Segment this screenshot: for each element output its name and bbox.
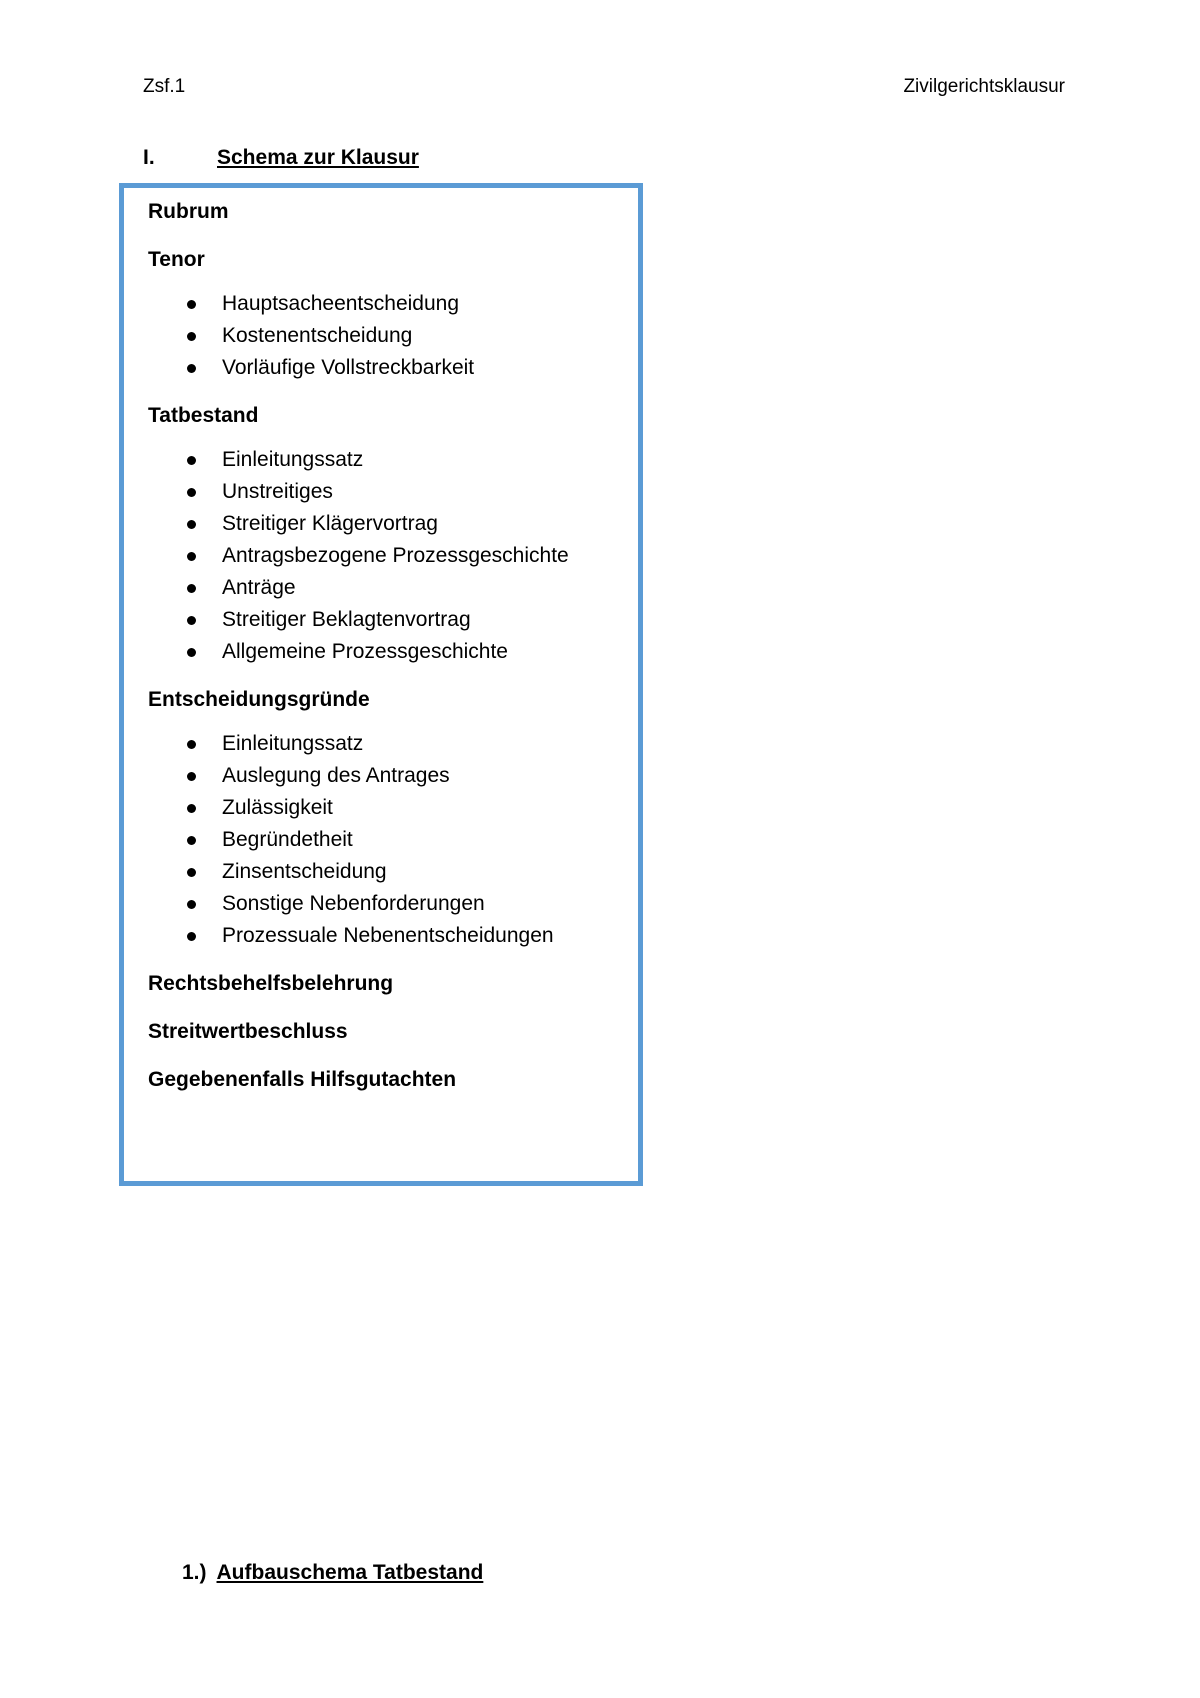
list-item-label: Hauptsacheentscheidung <box>222 292 460 315</box>
list-item-label: Zulässigkeit <box>222 796 333 819</box>
subsection-title: Aufbauschema Tatbestand <box>216 1561 484 1584</box>
tatbestand-list <box>148 444 628 668</box>
page-header-left: Zsf.1 <box>143 76 186 97</box>
list-item <box>148 476 628 508</box>
group-title-entscheidungsgruende: Entscheidungsgründe <box>148 688 370 711</box>
list-item-label: Kostenentscheidung <box>222 324 413 347</box>
list-item <box>148 288 628 320</box>
list-item-label: Unstreitiges <box>222 480 333 503</box>
list-item <box>148 320 628 352</box>
list-item <box>148 824 628 856</box>
list-item <box>148 540 628 572</box>
list-item-label: Streitiger Klägervortrag <box>222 512 438 535</box>
group-title-rubrum: Rubrum <box>148 200 229 223</box>
list-item <box>148 604 628 636</box>
bullet-icon <box>187 456 196 465</box>
list-item <box>148 728 628 760</box>
list-item-label: Begründetheit <box>222 828 353 851</box>
list-item-label: Sonstige Nebenforderungen <box>222 892 485 915</box>
list-item-label: Anträge <box>222 576 296 599</box>
group-title-tenor: Tenor <box>148 248 205 271</box>
group-title-hilfsgutachten: Gegebenenfalls Hilfsgutachten <box>148 1068 457 1091</box>
bullet-icon <box>187 332 196 341</box>
list-item-label: Zinsentscheidung <box>222 860 387 883</box>
list-item <box>148 572 628 604</box>
list-item <box>148 444 628 476</box>
bullet-icon <box>187 488 196 497</box>
list-item <box>148 856 628 888</box>
bullet-icon <box>187 300 196 309</box>
page-header-right: Zivilgerichtsklausur <box>903 76 1065 97</box>
bullet-icon <box>187 552 196 561</box>
group-title-tatbestand: Tatbestand <box>148 404 259 427</box>
bullet-icon <box>187 932 196 941</box>
bullet-icon <box>187 364 196 373</box>
list-item <box>148 636 628 668</box>
list-item-label: Einleitungssatz <box>222 448 364 471</box>
subsection-number: 1.) <box>182 1561 207 1584</box>
section-number: I. <box>143 146 155 169</box>
list-item <box>148 508 628 540</box>
list-item-label: Vorläufige Vollstreckbarkeit <box>222 356 475 379</box>
list-item-label: Antragsbezogene Prozessgeschichte <box>222 544 569 567</box>
bullet-icon <box>187 520 196 529</box>
list-item <box>148 760 628 792</box>
subsection-heading <box>182 1561 483 1585</box>
entscheidungsgruende-list <box>148 728 628 952</box>
list-item-label: Allgemeine Prozessgeschichte <box>222 640 508 663</box>
bullet-icon <box>187 836 196 845</box>
bullet-icon <box>187 740 196 749</box>
list-item-label: Streitiger Beklagtenvortrag <box>222 608 471 631</box>
bullet-icon <box>187 648 196 657</box>
section-heading <box>143 146 419 170</box>
group-title-streitwert: Streitwertbeschluss <box>148 1020 348 1043</box>
list-item <box>148 792 628 824</box>
group-title-rechtsbehelf: Rechtsbehelfsbelehrung <box>148 972 394 995</box>
bullet-icon <box>187 616 196 625</box>
bullet-icon <box>187 900 196 909</box>
list-item-label: Auslegung des Antrages <box>222 764 450 787</box>
section-title: Schema zur Klausur <box>217 146 419 169</box>
list-item <box>148 888 628 920</box>
bullet-icon <box>187 584 196 593</box>
bullet-icon <box>187 804 196 813</box>
schema-box <box>119 183 643 1186</box>
list-item <box>148 920 628 952</box>
tenor-list <box>148 288 628 384</box>
list-item-label: Einleitungssatz <box>222 732 364 755</box>
schema-content <box>148 196 628 1112</box>
list-item <box>148 352 628 384</box>
list-item-label: Prozessuale Nebenentscheidungen <box>222 924 554 947</box>
bullet-icon <box>187 772 196 781</box>
bullet-icon <box>187 868 196 877</box>
